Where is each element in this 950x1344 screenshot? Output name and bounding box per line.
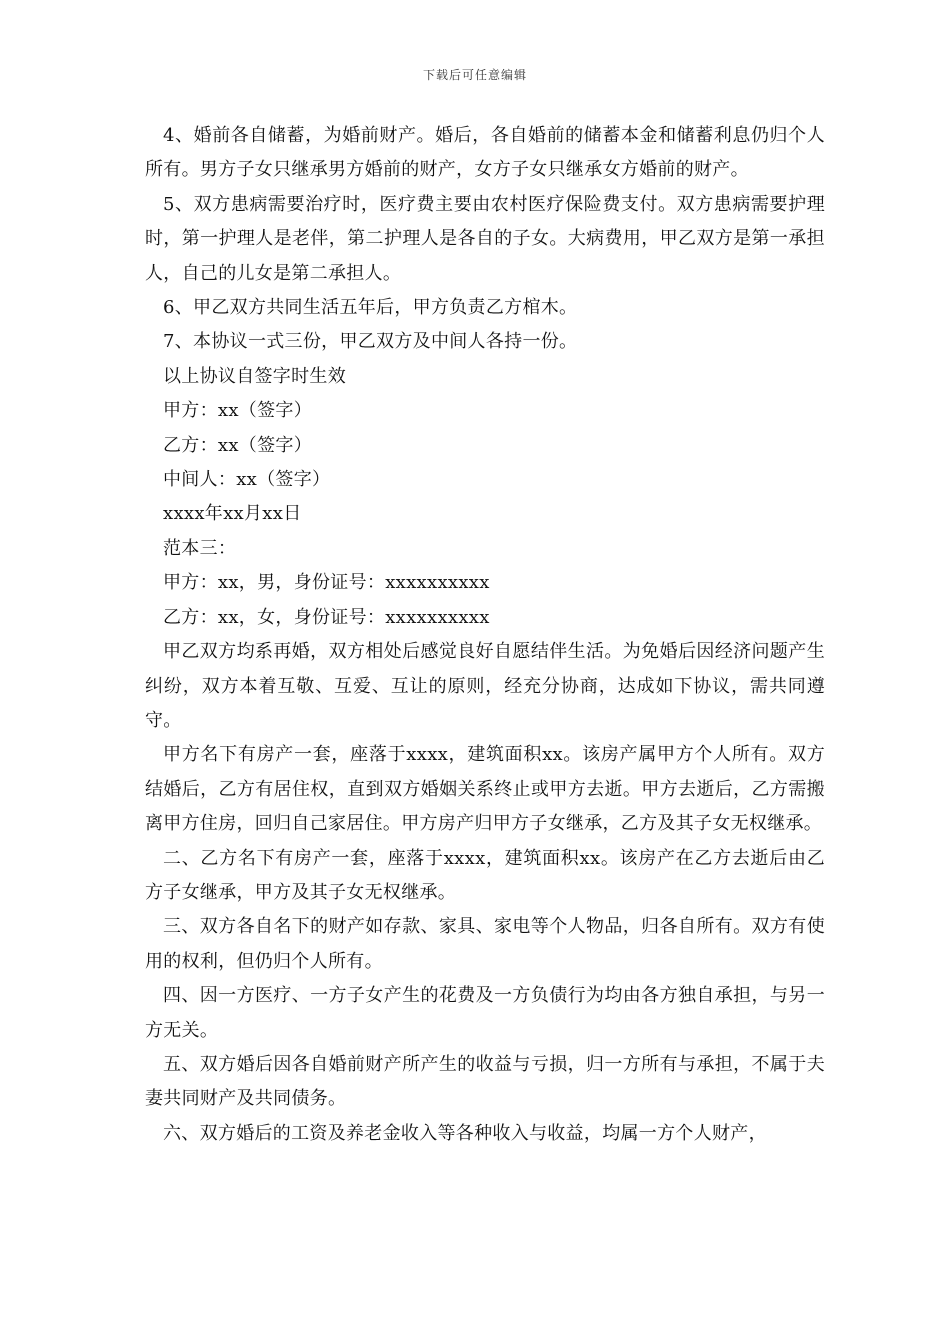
clause-four: 四、因一方医疗、一方子女产生的花费及一方负债行为均由各方独自承担，与另一方无关。 bbox=[145, 985, 825, 1041]
signature-party-a: 甲方：xx（签字） bbox=[163, 400, 313, 422]
clause-two: 二、乙方名下有房产一套，座落于xxxx，建筑面积xx。该房产在乙方去逝后由乙方子女继承，甲方及其子女无权继承。 bbox=[145, 847, 825, 903]
template-three-heading: 范本三： bbox=[163, 537, 237, 559]
clause-three: 三、双方各自名下的财产如存款、家具、家电等个人物品，归各自所有。双方有使用的权利，但仍归个人所有。 bbox=[145, 916, 825, 972]
signature-party-b: 乙方：xx（签字） bbox=[163, 434, 313, 456]
party-b-info: 乙方：xx，女，身份证号：xxxxxxxxxx bbox=[163, 606, 490, 628]
paragraph-5: 以上协议自签字时生效 bbox=[163, 365, 346, 387]
clause-five: 五、双方婚后因各自婚前财产所产生的收益与亏损，归一方所有与承担，不属于夫妻共同财产及共同债务。 bbox=[145, 1053, 825, 1110]
paragraph-intro: 甲乙双方均系再婚，双方相处后感觉良好自愿结伴生活。为免婚后因经济问题产生纠纷，双方本着互敬、互爱、互让的原则，经充分协商，达成如下协议，需共同遵守。 bbox=[145, 641, 825, 731]
paragraph-2: 5、双方患病需要治疗时，医疗费主要由农村医疗保险费支付。双方患病需要护理时，第一护理人是老伴，第二护理人是各自的子女。大病费用，甲乙双方是第一承担人，自己的儿女是第二承担人。 bbox=[145, 193, 825, 284]
paragraph-4: 7、本协议一式三份，甲乙双方及中间人各持一份。 bbox=[163, 331, 578, 353]
paragraph-3: 6、甲乙双方共同生活五年后，甲方负责乙方棺木。 bbox=[163, 297, 578, 319]
signature-date: xxxx年xx月xx日 bbox=[163, 503, 302, 525]
clause-six: 六、双方婚后的工资及养老金收入等各种收入与收益，均属一方个人财产， bbox=[163, 1122, 767, 1144]
party-a-info: 甲方：xx，男，身份证号：xxxxxxxxxx bbox=[163, 572, 490, 594]
signature-intermediary: 中间人：xx（签字） bbox=[163, 469, 331, 491]
page-header: 下载后可任意编辑 bbox=[422, 68, 527, 82]
clause-one: 甲方名下有房产一套，座落于xxxx，建筑面积xx。该房产属甲方个人所有。双方结婚后，乙方有居住权，直到双方婚姻关系终止或甲方去逝。甲方去逝后，乙方需搬离甲方住房，回归自己家居住。甲方房产归甲方子女继承，乙方及其子女无权继承。 bbox=[145, 744, 825, 835]
paragraph-1: 4、婚前各自储蓄，为婚前财产。婚后，各自婚前的储蓄本金和储蓄利息仍归个人所有。男方子女只继承男方婚前的财产，女方子女只继承女方婚前的财产。 bbox=[145, 125, 825, 181]
document-body bbox=[145, 119, 825, 1151]
